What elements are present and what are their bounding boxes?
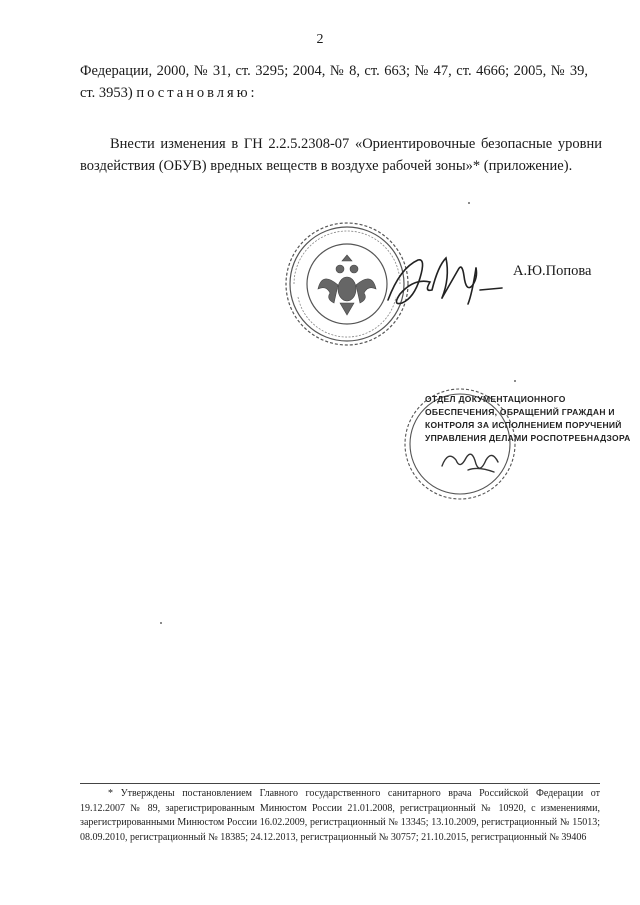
decree-line-1: Федерации, 2000, № 31, ст. 3295; 2004, № 8, ст. 663; № 47, ст. 4666; 2005, № 39, — [80, 63, 588, 79]
signatory-name: А.Ю.Попова — [513, 263, 592, 279]
scan-speck — [514, 380, 516, 382]
decree-line-2: ст. 3953) — [80, 85, 137, 101]
footnote — [80, 787, 600, 845]
scan-speck — [468, 202, 470, 204]
decree-paragraph-1 — [80, 60, 588, 104]
stamp-line-4: УПРАВЛЕНИЯ ДЕЛАМИ РОСПОТРЕБНАДЗОРА — [425, 433, 631, 443]
scan-speck — [160, 622, 162, 624]
signature-icon — [380, 248, 510, 318]
decree-resolution-word: постановляю: — [136, 85, 258, 101]
stamp-text — [425, 393, 631, 445]
stamp-line-2: ОБЕСПЕЧЕНИЯ, ОБРАЩЕНИЙ ГРАЖДАН И — [425, 407, 615, 417]
footnote-text: * Утверждены постановлением Главного государственного санитарного врача Российской Федерации от 19.12.2007 № 89, зарегистрированным Минюстом России 21.01.2008, регистрационный № 10920, с изменениями, зарегистрированными Минюстом России 16.02.2009, регистрационный № 13345; 13.10.2009, регистрационный № 15013; 08.09.2010, регистрационный № 18385; 24.12.2013, регистрационный № 30757; 21.10.2015, регистрационный № 39406 — [80, 788, 600, 843]
decree-paragraph-2-text: Внести изменения в ГН 2.2.5.2308-07 «Ориентировочные безопасные уровни воздействия (ОБУВ) вредных веществ в воздухе рабочей зоны»* (приложение). — [80, 136, 602, 174]
decree-paragraph-2 — [80, 133, 602, 177]
stamp-line-1: ОТДЕЛ ДОКУМЕНТАЦИОННОГО — [425, 394, 566, 404]
page-number: 2 — [316, 32, 324, 47]
stamp-line-3: КОНТРОЛЯ ЗА ИСПОЛНЕНИЕМ ПОРУЧЕНИЙ — [425, 420, 622, 430]
stamp-signature-icon — [438, 440, 508, 480]
footnote-divider — [80, 783, 600, 784]
